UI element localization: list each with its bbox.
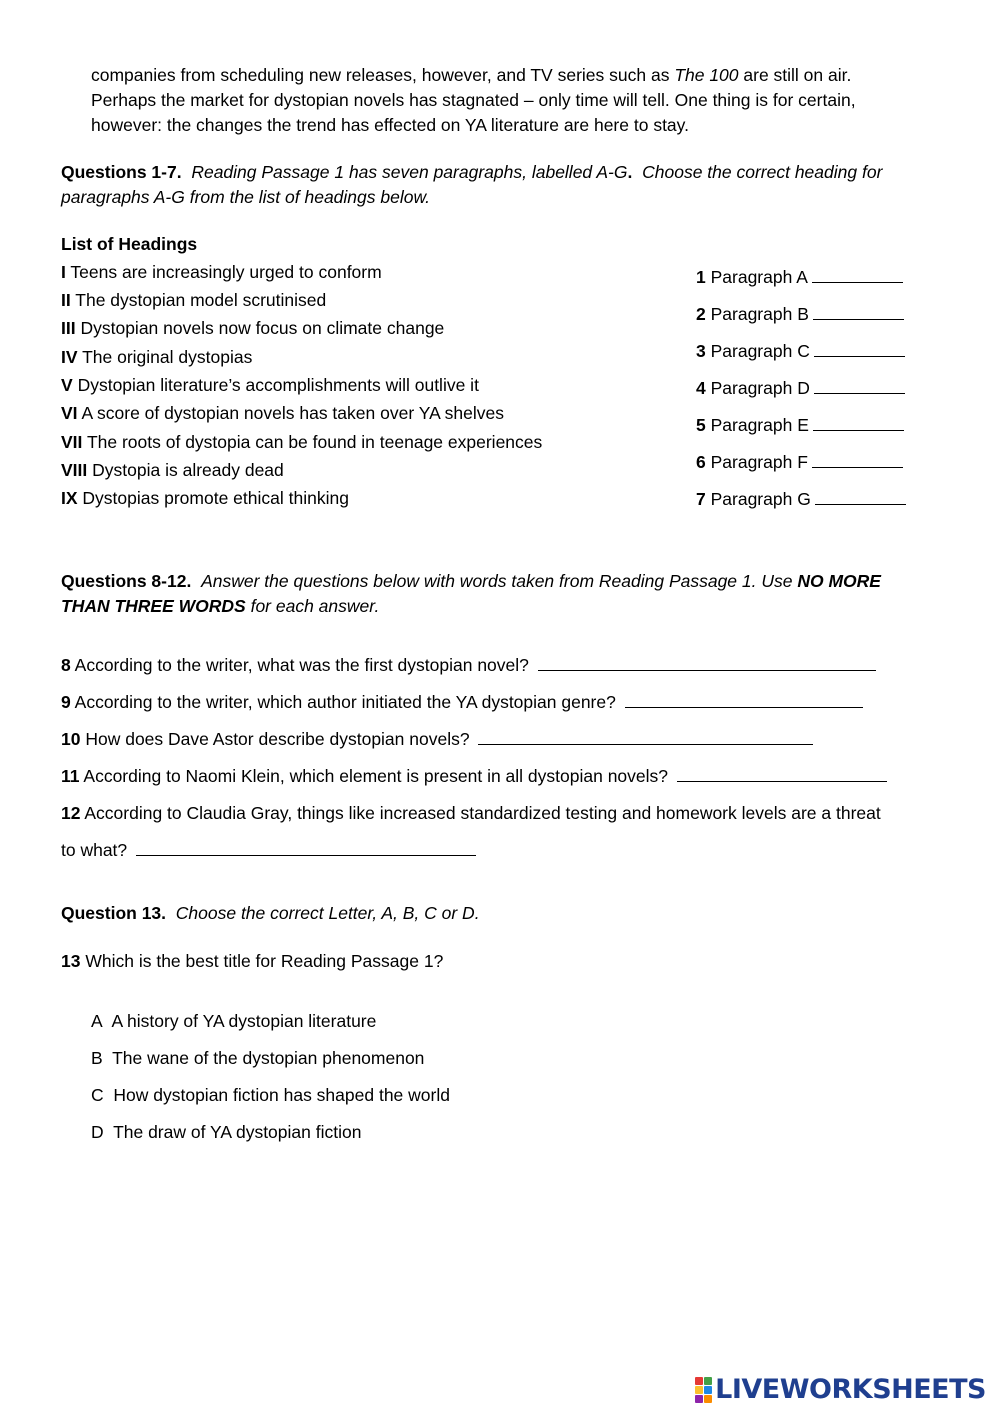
- logo-block: [695, 1395, 703, 1403]
- heading-item: VI A score of dystopian novels has taken over YA shelves: [61, 403, 504, 423]
- passage-line-2: Perhaps the market for dystopian novels has stagnated – only time will tell. One thing is for certain,: [91, 90, 856, 110]
- paragraph-b-item: 2 Paragraph B: [696, 304, 904, 325]
- heading-item: VIII Dystopia is already dead: [61, 460, 284, 480]
- logo-block: [695, 1386, 703, 1394]
- question-9-answer-blank[interactable]: [625, 692, 863, 708]
- heading-item: III Dystopian novels now focus on climate change: [61, 318, 445, 338]
- heading-item: IV The original dystopias: [61, 347, 253, 367]
- heading-item: IX Dystopias promote ethical thinking: [61, 488, 349, 508]
- logo-block: [704, 1377, 712, 1385]
- paragraph-g-answer-blank[interactable]: [815, 489, 906, 505]
- passage-ending: [91, 63, 856, 138]
- passage-line-3: however: the changes the trend has effected on YA literature are here to stay.: [91, 115, 689, 135]
- paragraph-b-answer-blank[interactable]: [813, 304, 904, 320]
- paragraph-d-answer-blank[interactable]: [814, 378, 905, 394]
- passage-line-1: companies from scheduling new releases, however, and TV series such as The 100 are still on air.: [91, 65, 852, 85]
- question-12: 12 According to Claudia Gray, things like increased standardized testing and homework levels are a threat: [61, 803, 881, 823]
- paragraph-a-item: 1 Paragraph A: [696, 267, 903, 288]
- logo-block: [704, 1395, 712, 1403]
- option-d[interactable]: D The draw of YA dystopian fiction: [91, 1122, 362, 1142]
- paragraph-g-item: 7 Paragraph G: [696, 489, 906, 510]
- question-9: 9 According to the writer, which author initiated the YA dystopian genre?: [61, 692, 863, 713]
- option-c[interactable]: C How dystopian fiction has shaped the world: [91, 1085, 450, 1105]
- heading-item: II The dystopian model scrutinised: [61, 290, 327, 310]
- paragraph-a-answer-blank[interactable]: [812, 267, 903, 283]
- paragraph-f-answer-blank[interactable]: [812, 452, 903, 468]
- question-11-answer-blank[interactable]: [677, 766, 887, 782]
- question-8-answer-blank[interactable]: [538, 655, 876, 671]
- logo-block: [704, 1386, 712, 1394]
- paragraph-e-answer-blank[interactable]: [813, 415, 904, 431]
- paragraph-f-item: 6 Paragraph F: [696, 452, 903, 473]
- question-11: 11 According to Naomi Klein, which element is present in all dystopian novels?: [61, 766, 887, 787]
- paragraph-e-item: 5 Paragraph E: [696, 415, 904, 436]
- heading-item: V Dystopian literature’s accomplishments will outlive it: [61, 375, 479, 395]
- questions-8-12-instructions: Questions 8-12. Answer the questions below with words taken from Reading Passage 1. Use NO MORE THAN THREE WORDS for each answer.: [61, 571, 881, 616]
- question-13: 13 Which is the best title for Reading Passage 1?: [61, 951, 444, 971]
- question-12-answer-blank[interactable]: [136, 840, 476, 856]
- heading-item: I Teens are increasingly urged to conform: [61, 262, 382, 282]
- question-13-instructions: Question 13. Choose the correct Letter, A, B, C or D.: [61, 903, 480, 923]
- question-10: 10 How does Dave Astor describe dystopian novels?: [61, 729, 813, 750]
- question-8: 8 According to the writer, what was the first dystopian novel?: [61, 655, 876, 676]
- question-10-answer-blank[interactable]: [478, 729, 813, 745]
- question-12-continued: to what?: [61, 840, 476, 861]
- heading-item: VII The roots of dystopia can be found in teenage experiences: [61, 432, 543, 452]
- paragraph-c-answer-blank[interactable]: [814, 341, 905, 357]
- list-of-headings-title: List of Headings: [61, 234, 198, 254]
- option-a[interactable]: A A history of YA dystopian literature: [91, 1011, 377, 1031]
- logo-text: LIVEWORKSHEETS: [715, 1374, 986, 1405]
- logo-blocks-icon: [695, 1377, 712, 1403]
- option-b[interactable]: B The wane of the dystopian phenomenon: [91, 1048, 425, 1068]
- paragraph-d-item: 4 Paragraph D: [696, 378, 905, 399]
- logo-block: [695, 1377, 703, 1385]
- liveworksheets-logo: [695, 1374, 986, 1405]
- questions-1-7-instructions: Questions 1-7. Reading Passage 1 has seven paragraphs, labelled A-G. Choose the correct heading for paragraphs A-G from the list of headings below.: [61, 162, 883, 207]
- paragraph-c-item: 3 Paragraph C: [696, 341, 905, 362]
